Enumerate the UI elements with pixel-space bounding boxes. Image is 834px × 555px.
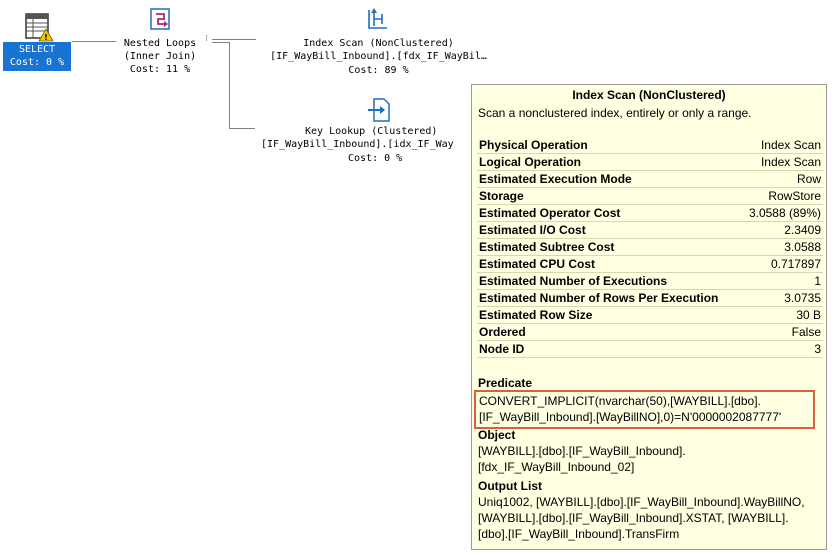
connector-nested-scan xyxy=(212,39,256,40)
property-row xyxy=(477,341,823,358)
nested-loops-cost: Cost: 11 % xyxy=(129,64,191,75)
property-value: RowStore xyxy=(741,188,823,205)
property-key: Physical Operation xyxy=(477,137,741,154)
select-label: SELECT xyxy=(18,44,56,55)
select-node[interactable] xyxy=(3,12,71,72)
property-row xyxy=(477,307,823,324)
select-result-icon xyxy=(24,12,54,42)
predicate-section xyxy=(478,375,532,391)
property-value: Index Scan xyxy=(741,154,823,171)
tooltip-properties-table xyxy=(477,137,823,358)
key-lookup-title: Key Lookup (Clustered) xyxy=(305,126,438,137)
property-row xyxy=(477,137,823,154)
property-key: Estimated Number of Rows Per Execution xyxy=(477,290,741,307)
output-list-line: [WAYBILL].[dbo].[IF_WayBill_Inbound].XSTAT, [WAYBILL]. xyxy=(478,511,789,525)
index-scan-icon xyxy=(365,6,391,34)
index-scan-cost: Cost: 89 % xyxy=(348,65,409,76)
property-key: Logical Operation xyxy=(477,154,741,171)
property-key: Estimated I/O Cost xyxy=(477,222,741,239)
property-value: False xyxy=(741,324,823,341)
property-row xyxy=(477,239,823,256)
nested-loops-icon xyxy=(148,6,174,32)
property-key: Ordered xyxy=(477,324,741,341)
property-value: 3.0735 xyxy=(741,290,823,307)
property-key: Node ID xyxy=(477,341,741,358)
connector-nested-scan-2 xyxy=(212,42,230,43)
property-row xyxy=(477,273,823,290)
output-list-line: Uniq1002, [WAYBILL].[dbo].[IF_WayBill_Inbound].WayBillNO, xyxy=(478,495,805,509)
svg-text:!: ! xyxy=(44,33,48,42)
output-list-heading: Output List xyxy=(478,479,542,493)
property-row xyxy=(477,222,823,239)
property-key: Storage xyxy=(477,188,741,205)
object-line: [fdx_IF_WayBill_Inbound_02] xyxy=(478,460,635,474)
nested-loops-join-type: (Inner Join) xyxy=(123,51,197,62)
property-key: Estimated CPU Cost xyxy=(477,256,741,273)
object-line: [WAYBILL].[dbo].[IF_WayBill_Inbound]. xyxy=(478,444,686,458)
index-scan-object: [IF_WayBill_Inbound].[fdx_IF_WayBil… xyxy=(270,51,487,62)
property-row xyxy=(477,154,823,171)
predicate-highlight-box xyxy=(474,390,815,429)
index-scan-title: Index Scan (NonClustered) xyxy=(303,38,454,49)
property-value: 30 B xyxy=(741,307,823,324)
object-heading: Object xyxy=(478,428,516,442)
predicate-line: CONVERT_IMPLICIT(nvarchar(50),[WAYBILL].[dbo]. xyxy=(479,394,761,408)
tooltip-title: Index Scan (NonClustered) xyxy=(572,88,726,102)
property-key: Estimated Execution Mode xyxy=(477,171,741,188)
object-section xyxy=(478,427,686,475)
property-value: 0.717897 xyxy=(741,256,823,273)
property-value: 3 xyxy=(741,341,823,358)
predicate-heading: Predicate xyxy=(478,376,533,390)
output-list-line: [dbo].[IF_WayBill_Inbound].TransFirm xyxy=(478,527,680,541)
key-lookup-cost: Cost: 0 % xyxy=(348,153,403,164)
output-list-section xyxy=(478,478,805,542)
property-value: 3.0588 xyxy=(741,239,823,256)
parallel-marker-icon: ⁝ xyxy=(205,34,208,44)
tooltip-description: Scan a nonclustered index, entirely or only a range. xyxy=(478,106,752,120)
connector-nested-lookup-h xyxy=(229,128,255,129)
select-cost: Cost: 0 % xyxy=(9,57,65,68)
key-lookup-icon xyxy=(366,96,392,124)
property-row xyxy=(477,290,823,307)
property-row xyxy=(477,324,823,341)
property-key: Estimated Operator Cost xyxy=(477,205,741,222)
operator-tooltip xyxy=(471,84,827,550)
property-key: Estimated Subtree Cost xyxy=(477,239,741,256)
property-row xyxy=(477,171,823,188)
nested-loops-node[interactable] xyxy=(112,6,208,76)
nested-loops-title: Nested Loops xyxy=(123,38,197,49)
property-value: Row xyxy=(741,171,823,188)
property-value: 1 xyxy=(741,273,823,290)
property-row xyxy=(477,205,823,222)
connector-select-nested xyxy=(72,41,116,42)
property-row xyxy=(477,256,823,273)
property-row xyxy=(477,188,823,205)
property-key: Estimated Row Size xyxy=(477,307,741,324)
predicate-line: [IF_WayBill_Inbound].[WayBillNO],0)=N'0000002087777' xyxy=(479,410,782,424)
select-node-label xyxy=(3,42,71,71)
connector-nested-lookup-v xyxy=(229,42,230,129)
key-lookup-node[interactable] xyxy=(256,96,501,166)
index-scan-node[interactable] xyxy=(256,6,501,76)
property-value: 3.0588 (89%) xyxy=(741,205,823,222)
property-value: Index Scan xyxy=(741,137,823,154)
property-key: Estimated Number of Executions xyxy=(477,273,741,290)
key-lookup-object: [IF_WayBill_Inbound].[idx_IF_Way xyxy=(261,139,454,150)
property-value: 2.3409 xyxy=(741,222,823,239)
